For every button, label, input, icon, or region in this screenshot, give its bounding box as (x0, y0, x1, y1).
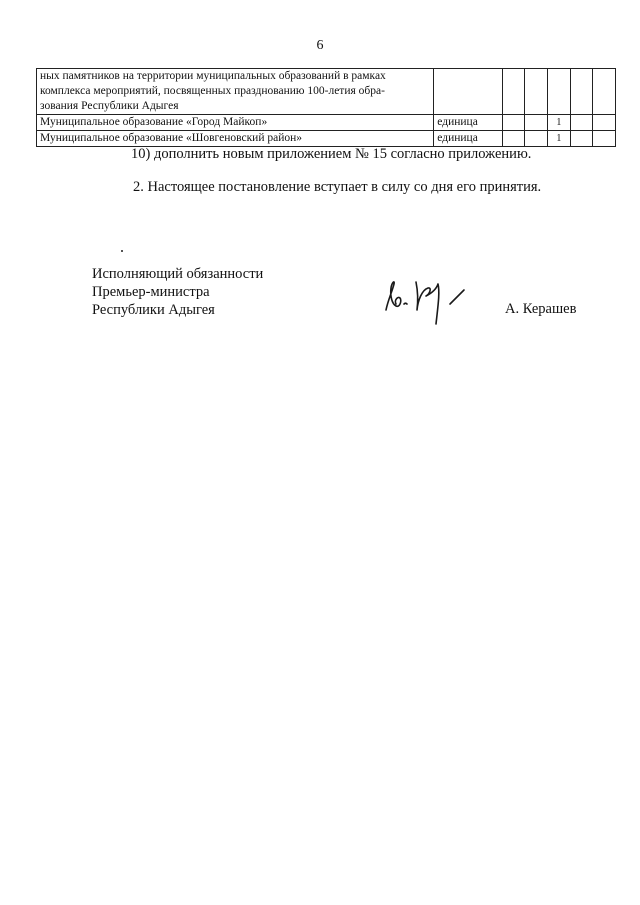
table-cell-value (502, 115, 525, 131)
signatory-line: Исполняющий обязанности (92, 266, 264, 282)
table-cell-value (502, 69, 525, 115)
page-number: 6 (316, 38, 324, 53)
signer-name: А. Керашев (505, 301, 577, 317)
table-cell-value (502, 131, 525, 147)
table-cell-value (570, 115, 593, 131)
table-cell-value (593, 69, 616, 115)
table-row (37, 115, 616, 131)
signatory-line: Республики Адыгея (92, 302, 215, 318)
table-cell-value (593, 131, 616, 147)
table-cell-value: 1 (548, 115, 571, 131)
table-cell-name: Муниципальное образование «Шовгеновский район» (37, 131, 434, 147)
table-cell-name (37, 69, 434, 115)
table-row (37, 131, 616, 147)
table-cell-unit (434, 69, 503, 115)
table-cell-value (570, 131, 593, 147)
table-cell-name: Муниципальное образование «Город Майкоп» (37, 115, 434, 131)
cell-text-line: ных памятников на территории муниципальных образований в рамках (40, 70, 386, 82)
table-cell-unit: единица (434, 115, 503, 131)
table-cell-value (570, 69, 593, 115)
table-cell-value (525, 131, 548, 147)
signatory-line: Премьер-министра (92, 284, 210, 300)
table-cell-value (548, 69, 571, 115)
table-cell-unit: единица (434, 131, 503, 147)
handwritten-signature (380, 270, 470, 325)
table-cell-value (593, 115, 616, 131)
amendment-item-10: 10) дополнить новым приложением № 15 согласно приложению. (131, 146, 532, 162)
stray-mark (121, 250, 123, 252)
table-row (37, 69, 616, 115)
table-cell-value (525, 115, 548, 131)
cell-text-line: комплекса мероприятий, посвященных празднованию 100-летия обра- (40, 85, 385, 97)
table-cell-value: 1 (548, 131, 571, 147)
cell-text-line: зования Республики Адыгея (40, 100, 179, 112)
data-table (36, 68, 616, 147)
paragraph-effective-date: 2. Настоящее постановление вступает в силу со дня его принятия. (133, 179, 542, 195)
signatory-position (92, 265, 263, 319)
table-cell-value (525, 69, 548, 115)
